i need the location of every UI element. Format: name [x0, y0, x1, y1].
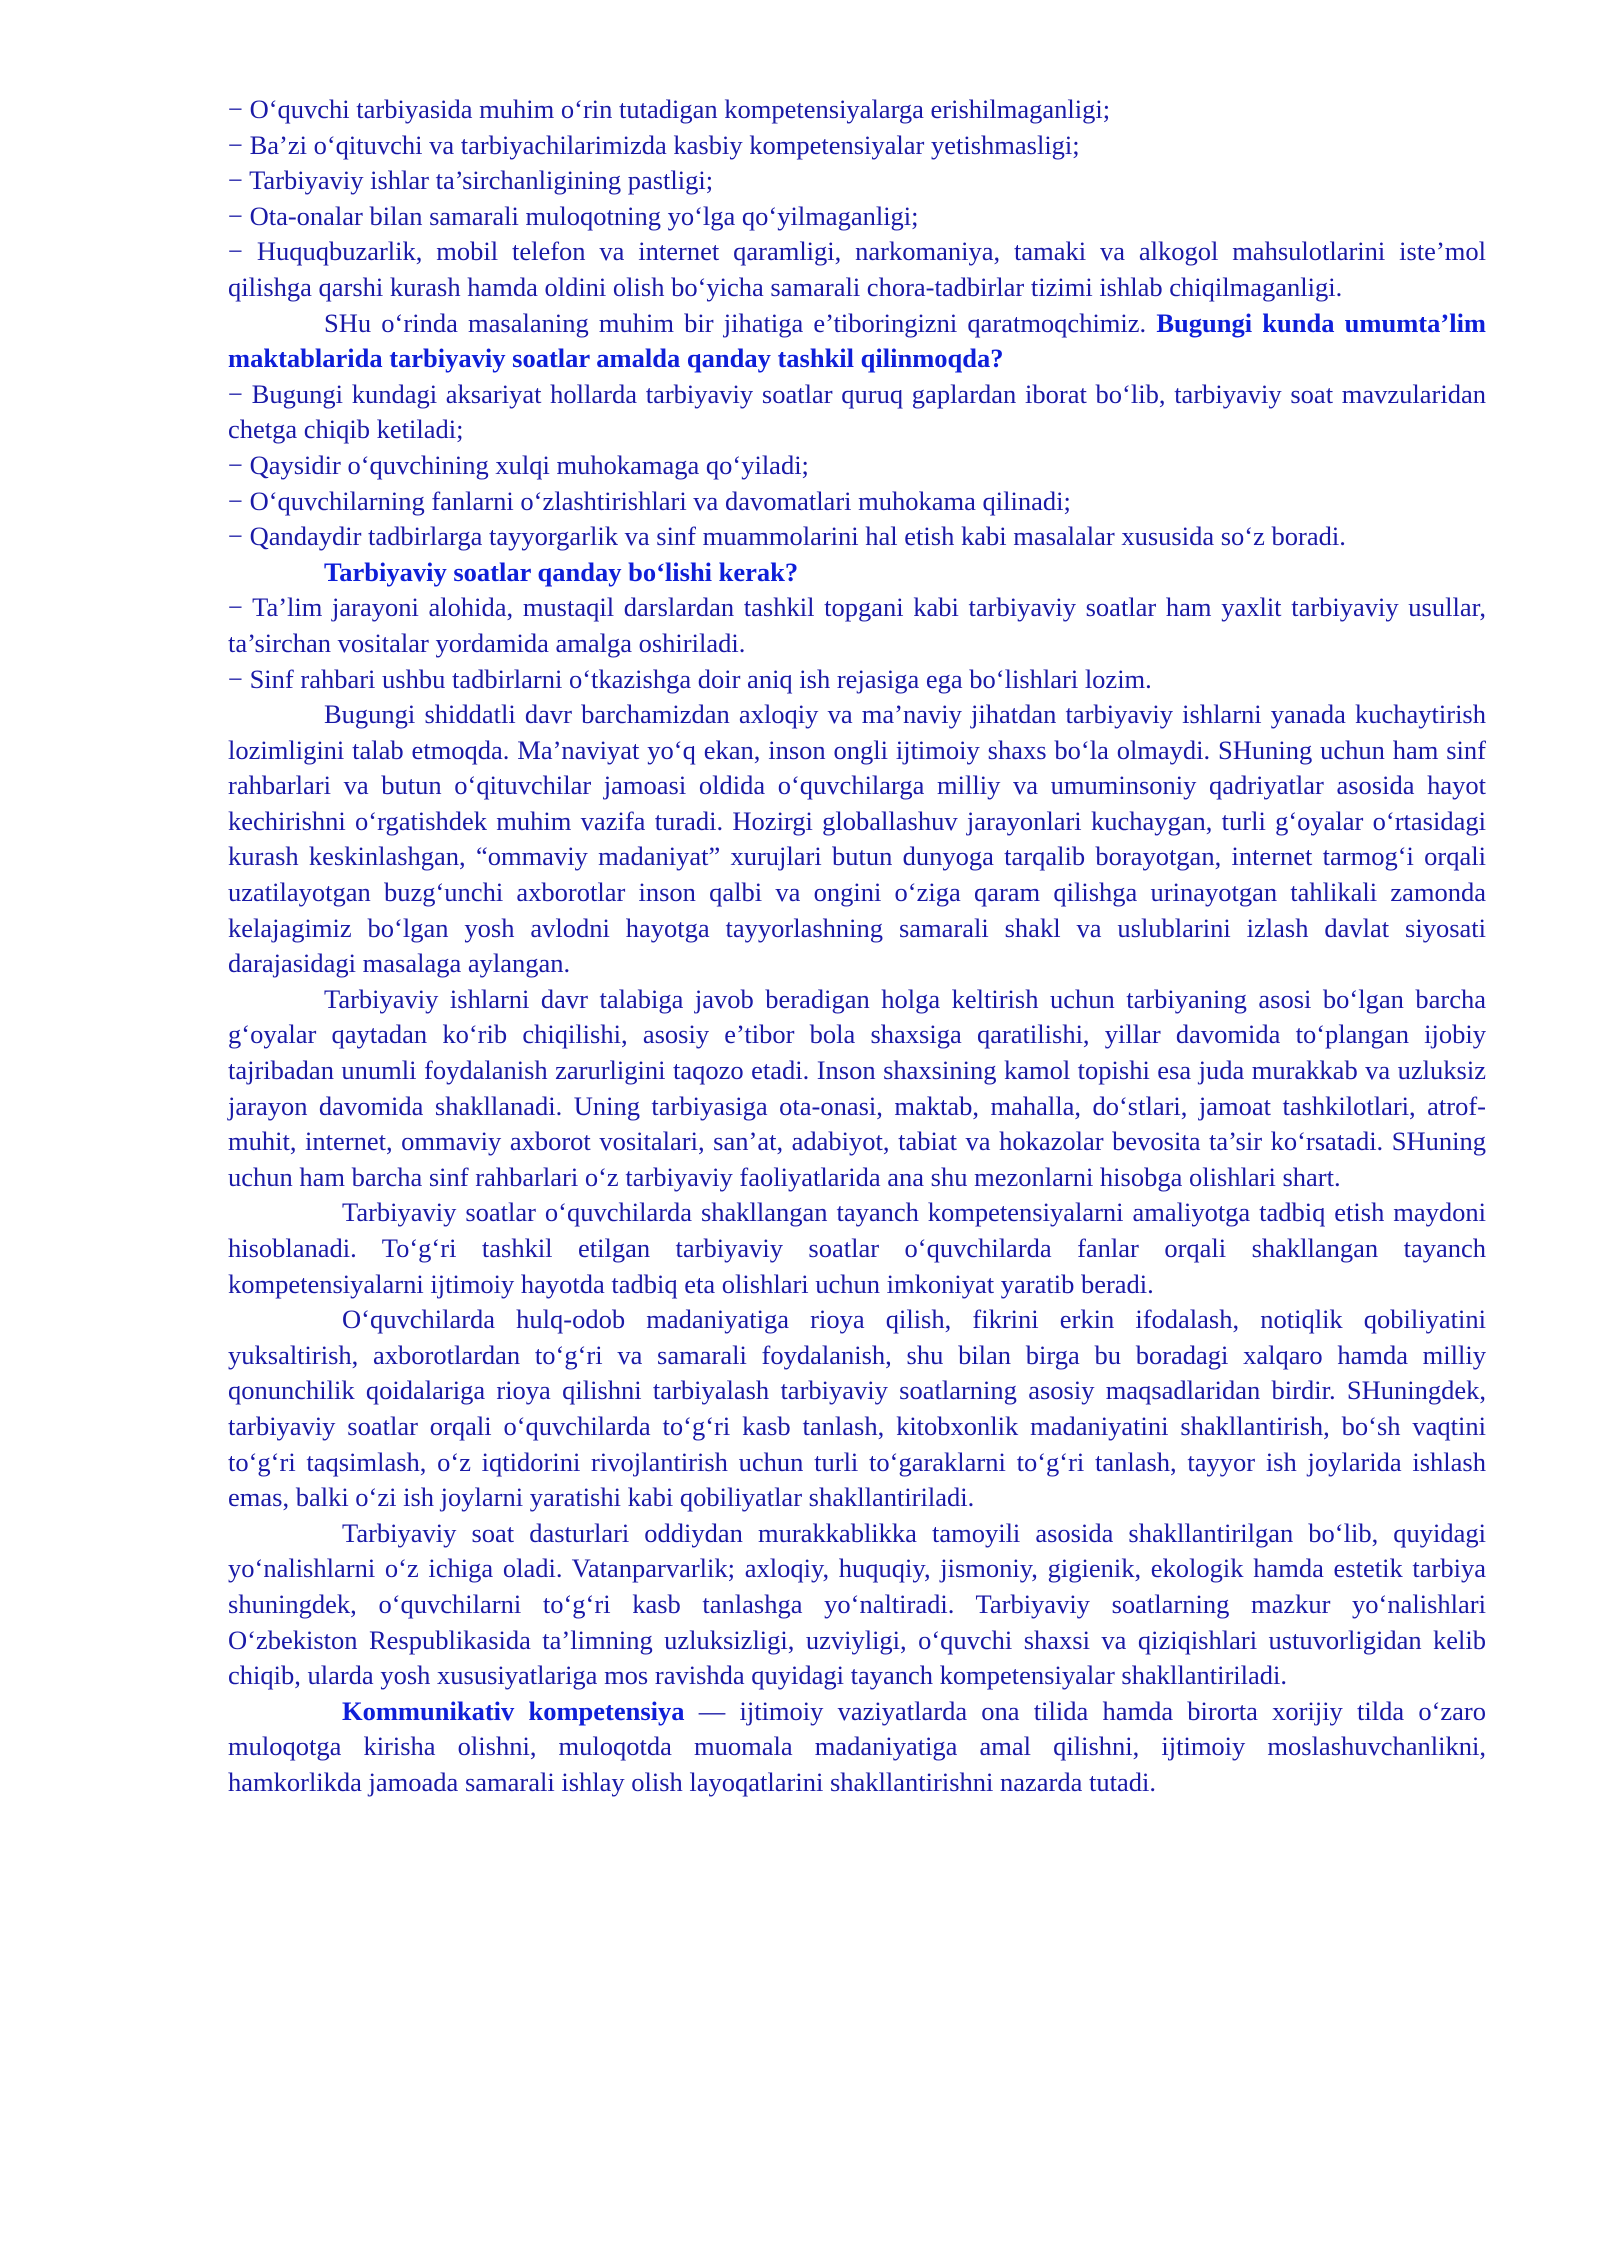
list-item: − O‘quvchi tarbiyasida muhim o‘rin tutadigan kompetensiyalarga erishilmaganligi;: [228, 94, 1111, 124]
list-item: − Tarbiyaviy ishlar ta’sirchanligining pastligi;: [228, 165, 714, 196]
list-item: − Ota-onalar bilan samarali muloqotning yo‘lga qo‘yilmaganligi;: [228, 200, 919, 231]
paragraph: Tarbiyaviy ishlarni davr talabiga javob beradigan holga keltirish uchun tarbiyaning asosi bo‘lgan barcha g‘oyalar qaytadan ko‘rib chiqilishi, asosiy e’tibor bola shaxsiga qaratilishi, yillar davomida to‘plangan ijobiy tajribadan unumli foydalanish zarurligini taqozo etadi. Inson shaxsining kamol topishi esa juda murakkab va uzluksiz jarayon davomida shakllanadi. Uning tarbiyasiga ota-onasi, maktab, mahalla, do‘stlari, jamoat tashkilotlari, atrof-muhit, internet, ommaviy axborot vositalari, san’at, adabiyot, tabiat va hokazolar bevosita ta’sir ko‘rsatadi. SHuning uchun ham barcha sinf rahbarlari o‘z tarbiyaviy faoliyatlarida ana shu mezonlarni hisobga olishlari shart.: [228, 983, 1486, 1192]
paragraph: Bugungi shiddatli davr barchamizdan axloqiy va ma’naviy jihatdan tarbiyaviy ishlarni yanada kuchaytirish lozimligini talab etmoqda. Ma’naviyat yo‘q ekan, inson ongli ijtimoiy shaxs bo‘la olmaydi. SHuning uchun ham sinf rahbarlari va butun o‘qituvchilar jamoasi oldida o‘quvchilarga milliy va umuminsoniy qadriyatlar asosida hayot kechirishni o‘rgatishdek muhim vazifa turadi. Hozirgi globallashuv jarayonlari kuchaygan, turli g‘oyalar o‘rtasidagi kurash keskinlashgan, “ommaviy madaniyat” xurujlari butun dunyoga tarqalib borayotgan, internet tarmog‘i orqali uzatilayotgan buzg‘unchi axborotlar inson qalbi va ongini o‘ziga qaram qilishga urinayotgan tahlikali zamonda kelajagimiz bo‘lgan yosh avlodni hayotga tayyorlashning samarali shakl va uslublarini izlash davlat siyosati darajasidagi masalaga aylangan.: [228, 699, 1486, 979]
section-heading: Tarbiyaviy soatlar qanday bo‘lishi kerak?: [324, 556, 799, 587]
paragraph-kommunikativ: [228, 1694, 1486, 1801]
bold-term: Kommunikativ kompetensiya: [342, 1695, 685, 1726]
list-item: − Qaysidir o‘quvchining xulqi muhokamaga qo‘yiladi;: [228, 449, 809, 480]
bold-question: Bugungi kunda umumta’lim maktablarida tarbiyaviy soatlar amalda qanday tashkil qilinmoqda?: [228, 307, 1487, 374]
list-item: − O‘quvchilarning fanlarni o‘zlashtirishlari va davomatlari muhokama qilinadi;: [228, 485, 1071, 516]
list-item: − Ba’zi o‘qituvchi va tarbiyachilarimizda kasbiy kompetensiyalar yetishmasligi;: [228, 129, 1080, 160]
list-item: − Ta’lim jarayoni alohida, mustaqil darslardan tashkil topgani kabi tarbiyaviy soatlar ham yaxlit tarbiyaviy usullar, ta’sirchan vositalar yordamida amalga oshiriladi.: [228, 592, 1486, 658]
paragraph: Tarbiyaviy soatlar o‘quvchilarda shakllangan tayanch kompetensiyalarni amaliyotga tadbiq etish maydoni hisoblanadi. To‘g‘ri tashkil etilgan tarbiyaviy soatlar o‘quvchilarda fanlar orqali shakllangan tayanch kompetensiyalarni ijtimoiy hayotda tadbiq eta olishlari uchun imkoniyat yaratib beradi.: [228, 1197, 1486, 1299]
paragraph-attention: [228, 306, 1486, 377]
document-page: [228, 92, 1486, 1801]
paragraph-text: SHu o‘rinda masalaning muhim bir jihatiga e’tiboringizni qaratmoqchimiz.: [324, 307, 1157, 338]
list-item: − Bugungi kundagi aksariyat hollarda tarbiyaviy soatlar quruq gaplardan iborat bo‘lib, tarbiyaviy soat mavzularidan chetga chiqib ketiladi;: [228, 378, 1486, 445]
list-item: − Sinf rahbari ushbu tadbirlarni o‘tkazishga doir aniq ish rejasiga ega bo‘lishlari lozim.: [228, 663, 1152, 694]
list-item: − Qandaydir tadbirlarga tayyorgarlik va sinf muammolarini hal etish kabi masalalar xususida so‘z boradi.: [228, 521, 1346, 552]
paragraph: O‘quvchilarda hulq-odob madaniyatiga rioya qilish, fikrini erkin ifodalash, notiqlik qobiliyatini yuksaltirish, axborotlardan to‘g‘ri va samarali foydalanish, shu bilan birga bu boradagi xalqaro hamda milliy qonunchilik qoidalariga rioya qilishni tarbiyalash tarbiyaviy soatlarning asosiy maqsadlaridan birdir. SHuningdek, tarbiyaviy soatlar orqali o‘quvchilarda to‘g‘ri kasb tanlash, kitobxonlik madaniyatini shakllantirish, bo‘sh vaqtini to‘g‘ri taqsimlash, o‘z iqtidorini rivojlantirish uchun turli to‘garaklarni to‘g‘ri tanlash, tayyor ish joylarida ishlash emas, balki o‘zi ish joylarni yaratishi kabi qobiliyatlar shakllantiriladi.: [228, 1304, 1486, 1513]
paragraph-text: — ijtimoiy vaziyatlarda ona tilida hamda birorta xorijiy tilda o‘zaro muloqotga kirisha olishni, muloqotda muomala madaniyatiga amal qilishni, ijtimoiy moslashuvchanlikni, hamkorlikda jamoada samarali ishlay olish layoqatlarini shakllantirishni nazarda tutadi.: [228, 1695, 1486, 1797]
list-item: − Huquqbuzarlik, mobil telefon va internet qaramligi, narkomaniya, tamaki va alkogol mahsulotlarini iste’mol qilishga qarshi kurash hamda oldini olish bo‘yicha samarali chora-tadbirlar tizimi ishlab chiqilmaganligi.: [228, 236, 1486, 302]
paragraph: Tarbiyaviy soat dasturlari oddiydan murakkablikka tamoyili asosida shakllantirilgan bo‘lib, quyidagi yo‘nalishlarni o‘z ichiga oladi. Vatanparvarlik; axloqiy, huquqiy, jismoniy, gigienik, ekologik hamda estetik tarbiya shuningdek, o‘quvchilarni to‘g‘ri kasb tanlashga yo‘naltiradi. Tarbiyaviy soatlarning mazkur yo‘nalishlari O‘zbekiston Respublikasida ta’limning uzluksizligi, uzviyligi, o‘quvchi shaxsi va qiziqishlari ustuvorligidan kelib chiqib, ularda yosh xususiyatlariga mos ravishda quyidagi tayanch kompetensiyalar shakllantiriladi.: [228, 1517, 1486, 1691]
